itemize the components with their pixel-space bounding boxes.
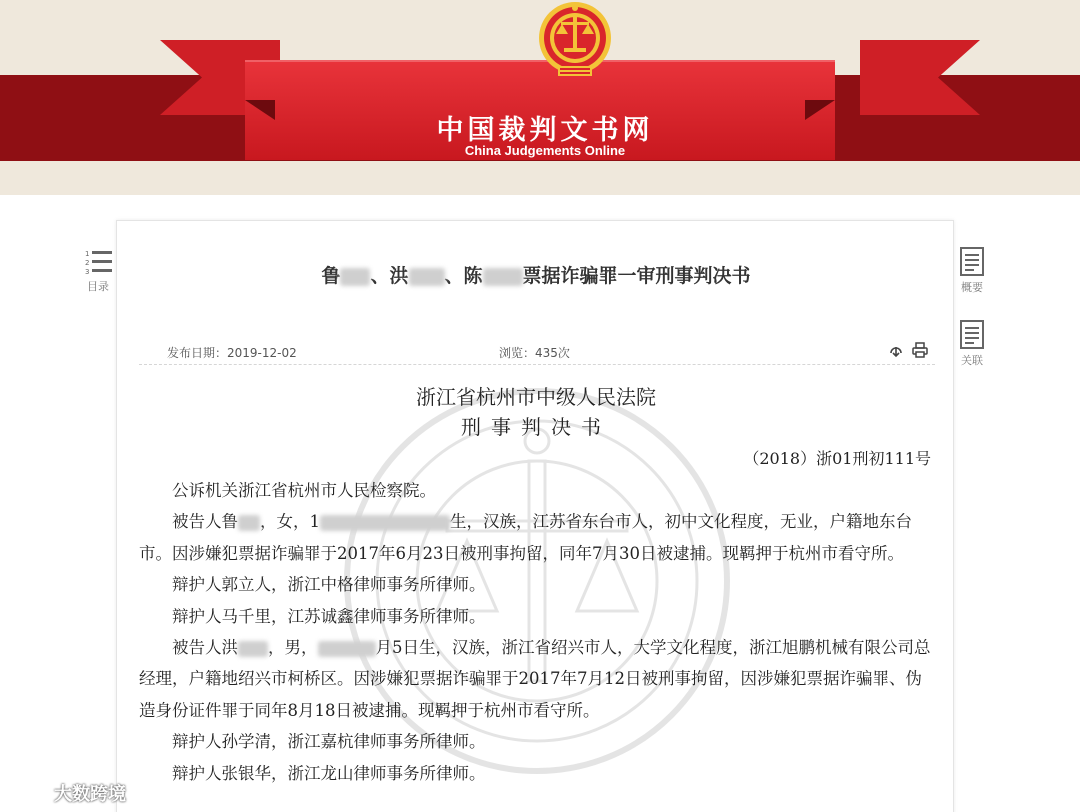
text-run: 生，汉族，江苏省东台市人，初中文化程度，无业，户籍地东台市。因涉嫌犯票据诈骗罪于2017年6月23日被刑事拘留，同年7月30日被逮捕。现羁押于杭州市看守所。 [139, 512, 912, 563]
text-run: 月5日 [375, 638, 419, 658]
related-button[interactable] [952, 320, 992, 368]
document-title [117, 261, 954, 288]
court-name: 浙江省杭州市中级人民法院 [416, 385, 656, 409]
download-icon[interactable] [887, 341, 905, 359]
document-type: 刑事判决书 [461, 415, 611, 439]
document-actions [887, 341, 929, 359]
redacted-name [340, 268, 370, 286]
text-run: 被告人洪 [172, 638, 238, 658]
text-run: ，男， [268, 638, 318, 658]
document-meta [139, 341, 935, 365]
paragraph [139, 632, 931, 726]
paragraph: 辩护人张银华，浙江龙山律师事务所律师。 [172, 763, 486, 783]
svg-text:1: 1 [85, 250, 90, 258]
redacted-birthdate [320, 515, 450, 531]
summary-label: 概要 [961, 281, 983, 294]
site-subtitle: China Judgements Online [464, 143, 626, 158]
list-numbered-icon [83, 248, 113, 276]
text-run: 被告人鲁 [172, 512, 238, 532]
text-run: 生，汉族，浙江省绍兴市人，大学文化程度，浙江旭鹏机械有限公司总经理，户籍地绍兴市柯桥区。因涉嫌犯票据诈骗罪于2017年7月12日被刑事拘留，因涉嫌犯票据诈骗罪、伪造身份证件罪于同年8月18日被逮捕。现羁押于杭州市看守所。 [139, 638, 931, 720]
paragraph [139, 506, 931, 569]
site-banner [0, 0, 1080, 195]
document-icon [959, 247, 985, 277]
toc-button[interactable] [78, 248, 118, 294]
publish-date: 发布日期：2019-12-02 [167, 346, 297, 360]
title-part: 票据诈骗罪一审刑事判决书 [522, 265, 751, 287]
summary-button[interactable] [952, 247, 992, 295]
judgement-document [116, 220, 954, 812]
document-body [139, 475, 931, 789]
paragraph: 辩护人马千里，江苏诚鑫律师事务所律师。 [172, 606, 486, 626]
paragraph: 辩护人郭立人，浙江中格律师事务所律师。 [172, 575, 486, 595]
brand-watermark [4, 780, 126, 806]
brand-text: 大数跨境 [54, 784, 126, 805]
redacted-name [238, 515, 260, 531]
paragraph: 公诉机关浙江省杭州市人民检察院。 [172, 481, 436, 500]
view-count: 浏览：435次 [499, 346, 570, 360]
related-label: 关联 [961, 354, 983, 367]
title-part: 、陈 [444, 265, 483, 287]
court-emblem-icon [536, 0, 614, 85]
svg-text:2: 2 [85, 259, 90, 267]
redacted-name [483, 268, 523, 286]
title-part: 、洪 [370, 265, 409, 287]
document-icon [959, 320, 985, 350]
case-number: （2018）浙01刑初111号 [743, 449, 931, 468]
print-icon[interactable] [911, 341, 929, 359]
svg-text:3: 3 [85, 268, 90, 276]
redacted-birthdate [318, 641, 376, 657]
paragraph: 辩护人孙学清，浙江嘉杭律师事务所律师。 [172, 732, 486, 752]
title-part: 鲁 [321, 265, 341, 287]
toc-label: 目录 [87, 280, 109, 293]
text-run: ，女，1 [260, 512, 320, 532]
redacted-name [238, 641, 268, 657]
brand-logo-icon [4, 781, 48, 805]
redacted-name [409, 268, 445, 286]
site-title[interactable]: 中国裁判文书网 [436, 115, 654, 146]
